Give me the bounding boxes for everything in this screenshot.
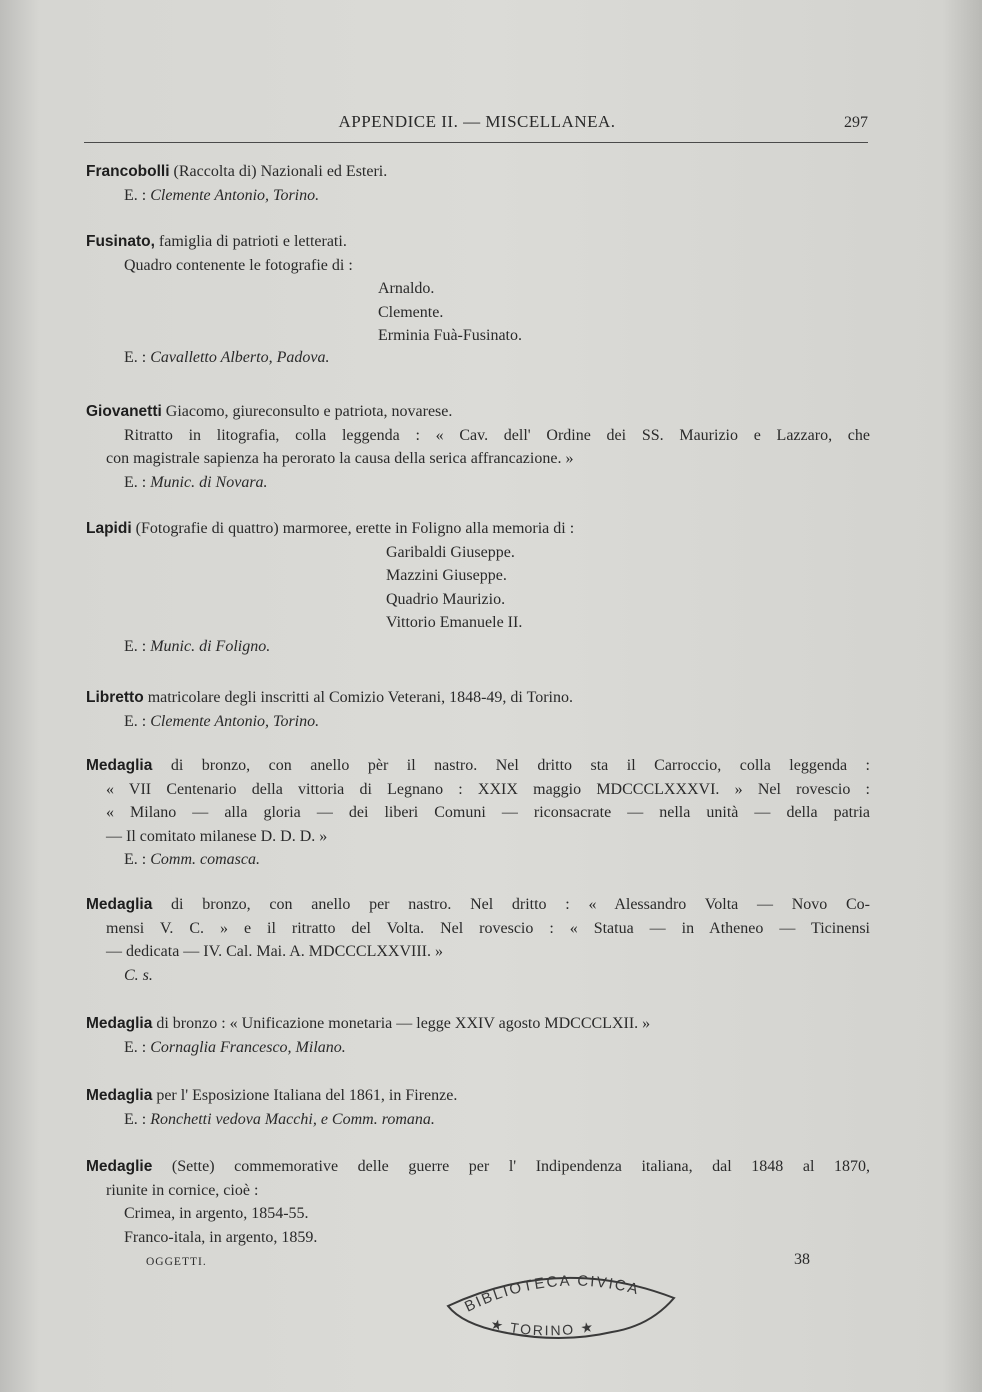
entry-medaglia-volta [86,893,870,987]
entry-keyword: Giovanetti [86,403,162,420]
entry-francobolli [86,160,870,207]
entry-keyword: Medaglia [86,1015,153,1032]
library-stamp [442,1268,678,1348]
exhibitor-prefix: E. : [124,851,151,868]
entry-line: — dedicata — IV. Cal. Mai. A. MDCCCLXXVIII. » [106,943,443,960]
entry-text: Giacomo, giureconsulto e patriota, novarese. [161,403,453,420]
entry-text: matricolare degli inscritti al Comizio Veterani, 1848-49, di Torino. [143,689,573,706]
stamp-top-text: BIBLIOTECA CIVICA [462,1272,642,1316]
list-item: Franco-itala, in argento, 1859. [124,1228,318,1246]
entry-text: (Fotografie di quattro) marmoree, erette in Foligno alla memoria di : [131,520,575,537]
entry-keyword: Medaglie [86,1158,153,1175]
entry-keyword: Libretto [86,689,144,706]
stamp-bottom-text: ★ TORINO ★ [489,1315,597,1339]
entry-line: « VII Centenario della vittoria di Legnano : XXIX maggio MDCCCLXXXVI. » Nel rovescio : [106,780,870,798]
entry-fusinato [86,230,870,369]
name-item: Clemente. [378,303,444,321]
exhibitor-name: Clemente Antonio, Torino. [150,186,320,204]
entry-line: riunite in cornice, cioè : [106,1181,259,1199]
entry-libretto [86,686,870,733]
entry-line: con magistrale sapienza ha perorato la causa della serica affrancazione. » [106,450,574,467]
exhibitor-prefix: E. : [124,473,151,491]
entry-medaglia-esposizione [86,1084,870,1131]
entry-keyword: Francobolli [86,163,170,180]
entry-text: per l' Esposizione Italiana del 1861, in Firenze. [152,1087,458,1104]
exhibitor-prefix: E. : [124,1110,151,1128]
name-item: Quadrio Maurizio. [386,590,506,608]
entry-text: di bronzo, con anello per nastro. Nel dritto : « Alessandro Volta — Novo Co- [152,896,870,913]
entry-text: (Raccolta di) Nazionali ed Esteri. [169,163,388,180]
entry-text: di bronzo, con anello pèr il nastro. Nel dritto sta il Carroccio, colla leggenda : [152,757,870,774]
name-item: Garibaldi Giuseppe. [386,543,515,561]
exhibitor-name: Cornaglia Francesco, Milano. [150,1038,346,1056]
entry-medaglie [86,1155,870,1249]
exhibitor-prefix: E. : [124,1038,151,1056]
entry-text: di bronzo : « Unificazione monetaria — legge XXIV agosto MDCCCLXII. » [152,1015,651,1032]
entry-keyword: Medaglia [86,1087,153,1104]
entry-keyword: Lapidi [86,520,132,537]
exhibitor-prefix: E. : [124,348,151,366]
entry-medaglia-unificazione [86,1012,870,1059]
entry-text: (Sette) commemorative delle guerre per l' Indipendenza italiana, dal 1848 al 1870, [152,1158,870,1175]
entry-subtext: Quadro contenente le fotografie di : [124,256,353,274]
name-item: Mazzini Giuseppe. [386,567,507,584]
entry-keyword: Medaglia [86,757,153,774]
entry-medaglia-legnano [86,754,870,872]
entry-line: — Il comitato milanese D. D. D. » [106,827,328,845]
running-header [86,112,868,138]
exhibitor-name: C. s. [124,966,153,984]
entry-line: « Milano — alla gloria — dei liberi Comuni — riconsacrate — nella unità — della patria [106,804,870,821]
exhibitor-name: Munic. di Foligno. [150,637,271,655]
header-title: APPENDICE II. — MISCELLANEA. [338,112,616,131]
exhibitor-name: Munic. di Novara. [150,473,268,491]
page-number: 297 [844,114,868,131]
name-item: Erminia Fuà-Fusinato. [378,327,522,344]
exhibitor-prefix: E. : [124,637,151,655]
entry-keyword: Medaglia [86,896,153,913]
header-rule [84,142,868,143]
exhibitor-name: Clemente Antonio, Torino. [150,712,320,730]
entry-line: Ritratto in litografia, colla leggenda : « Cav. dell' Ordine dei SS. Maurizio e Lazzaro, che [124,426,870,444]
name-item: Vittorio Emanuele II. [386,614,523,631]
signature-number: 38 [794,1251,810,1268]
entry-text: famiglia di patrioti e letterati. [154,233,347,250]
signature-label: OGGETTI. [146,1256,207,1268]
entry-keyword: Fusinato, [86,233,155,250]
list-item: Crimea, in argento, 1854-55. [124,1205,309,1222]
exhibitor-prefix: E. : [124,712,151,730]
entry-lapidi [86,517,870,658]
exhibitor-prefix: E. : [124,186,151,204]
exhibitor-name: Ronchetti vedova Macchi, e Comm. romana. [150,1110,435,1128]
exhibitor-name: Comm. comasca. [150,851,260,868]
name-item: Arnaldo. [378,280,435,297]
entry-giovanetti [86,400,870,494]
entry-line: mensi V. C. » e il ritratto del Volta. Nel rovescio : « Statua — in Atheneo — Ticinensi [106,919,870,937]
exhibitor-name: Cavalletto Alberto, Padova. [150,348,330,366]
